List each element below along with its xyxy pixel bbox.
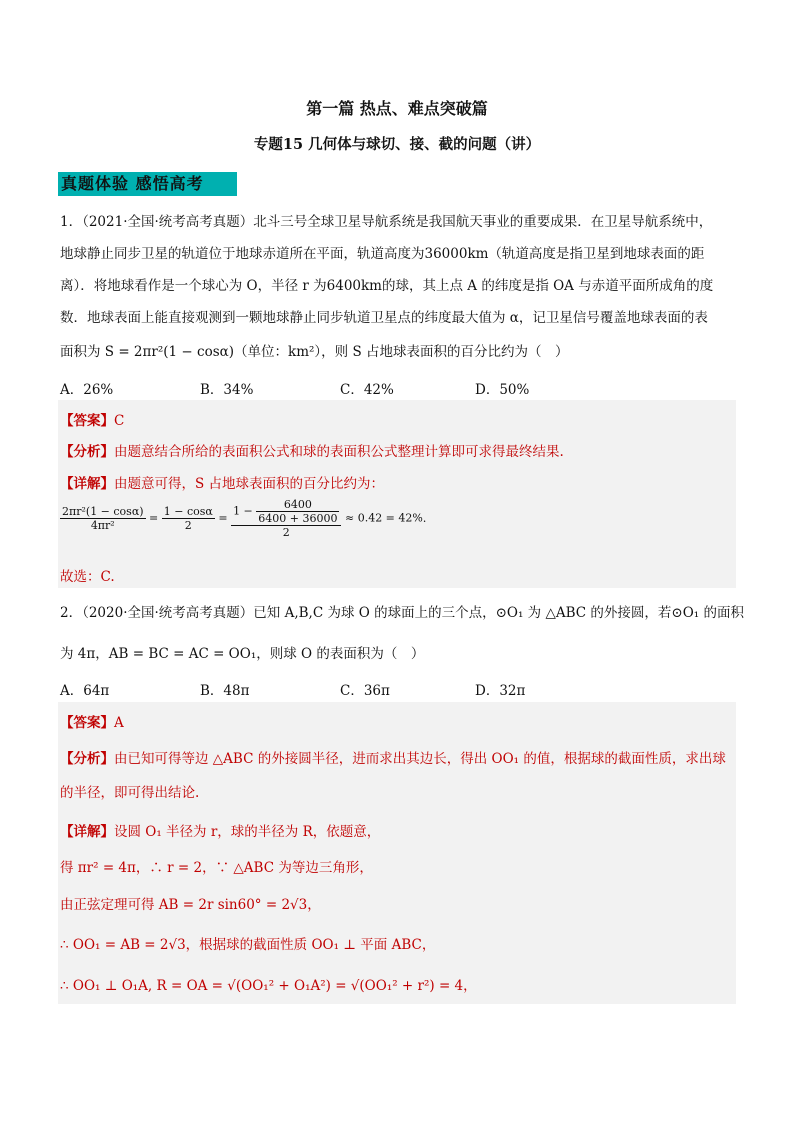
analysis-text: 由题意结合所给的表面积公式和球的表面积公式整理计算即可求得最终结果.	[114, 444, 564, 460]
answer-tag: 【答案】	[60, 413, 114, 429]
q1-line-3: 离）．将地球看作是一个球心为 O，半径 r 为6400km的球，其上点 A 的纬度是指 OA 与赤道平面所成角的度	[60, 278, 714, 294]
q1-options	[60, 378, 660, 396]
q1-line-5: 面积为 S = 2πr²(1 − cosα)（单位：km²），则 S 占地球表面积的百分比约为（ ）	[60, 344, 569, 360]
analysis-tag: 【分析】	[60, 444, 114, 460]
fraction-2-den: 2	[184, 519, 192, 532]
answer-value: C	[114, 413, 125, 429]
q2-option-a: A．64π	[60, 683, 110, 699]
q2-options	[60, 679, 660, 697]
inner-fraction-den: 6400 + 36000	[258, 512, 338, 525]
inner-fraction	[256, 498, 339, 525]
q2-option-d: D．32π	[475, 683, 526, 699]
q1-answer	[60, 409, 124, 429]
fraction-2	[162, 505, 215, 532]
q2-answer	[60, 711, 124, 731]
q1-line-4: 数．地球表面上能直接观测到一颗地球静止同步轨道卫星点的纬度最大值为 α，记卫星信号覆盖地球表面的表	[60, 310, 708, 326]
page-title: 第一篇 热点、难点突破篇	[306, 99, 488, 118]
q2-option-c: C．36π	[340, 683, 390, 699]
q1-solution-box	[58, 400, 736, 588]
equals-1: =	[149, 511, 159, 525]
answer-tag: 【答案】	[60, 715, 114, 731]
q1-formula	[60, 498, 434, 539]
fraction-3	[231, 498, 341, 539]
q1-analysis	[60, 440, 564, 460]
fraction-1-num: 2πr²(1 − cosα)	[62, 505, 144, 518]
q1-option-a: A．26%	[60, 382, 114, 398]
page-subtitle: 专题15 几何体与球切、接、截的问题（讲）	[253, 136, 541, 153]
q1-option-b: B．34%	[200, 382, 254, 398]
detail-tag: 【详解】	[60, 824, 114, 840]
q2-detail-2: 得 πr² = 4π，∴ r = 2，∵ △ABC 为等边三角形，	[60, 860, 373, 876]
q1-detail	[60, 472, 384, 492]
q1-option-c: C．42%	[340, 382, 394, 398]
q2-line-2: 为 4π，AB = BC = AC = OO₁，则球 O 的表面积为（ ）	[60, 646, 425, 662]
q2-option-b: B．48π	[200, 683, 250, 699]
detail-text: 设圆 O₁ 半径为 r，球的半径为 R，依题意，	[114, 824, 381, 840]
equals-2: =	[218, 511, 228, 525]
q2-detail-3: 由正弦定理可得 AB = 2r sin60° = 2√3，	[60, 897, 321, 913]
q1-conclusion: 故选：C.	[60, 569, 115, 585]
section-banner: 真题体验 感悟高考	[58, 172, 237, 196]
fraction-3-num	[231, 498, 341, 526]
detail-tag: 【详解】	[60, 476, 114, 492]
analysis-text: 由已知可得等边 △ABC 的外接圆半径，进而求出其边长，得出 OO₁ 的值，根据球的截面性质，求出球	[114, 751, 726, 767]
q1-option-d: D．50%	[475, 382, 530, 398]
q2-detail-4: ∴ OO₁ = AB = 2√3，根据球的截面性质 OO₁ ⊥ 平面 ABC，	[60, 937, 436, 953]
fraction-1	[60, 505, 146, 532]
fraction-2-num: 1 − cosα	[163, 505, 213, 518]
inner-fraction-num: 6400	[256, 498, 339, 512]
q2-detail-1	[60, 820, 380, 840]
answer-value: A	[114, 715, 124, 731]
q1-line-2: 地球静止同步卫星的轨道位于地球赤道所在平面，轨道高度为36000km（轨道高度是指卫星到地球表面的距	[60, 246, 705, 262]
analysis-tag: 【分析】	[60, 751, 114, 767]
q2-analysis-2: 的半径，即可得出结论.	[60, 785, 200, 801]
q2-analysis-1	[60, 747, 726, 767]
q2-line-1: 2．（2020·全国·统考高考真题）已知 A,B,C 为球 O 的球面上的三个点，⊙O₁ 为 △ABC 的外接圆，若⊙O₁ 的面积	[60, 605, 744, 621]
fraction-1-den: 4πr²	[90, 519, 115, 532]
fraction-3-one-minus: 1 −	[233, 504, 253, 518]
formula-result: ≈ 0.42 = 42%．	[344, 511, 434, 525]
fraction-3-den: 2	[282, 526, 290, 539]
q1-line-1: 1．（2021·全国·统考高考真题）北斗三号全球卫星导航系统是我国航天事业的重要成果．在卫星导航系统中，	[60, 214, 713, 230]
detail-text: 由题意可得，S 占地球表面积的百分比约为：	[114, 476, 385, 492]
q2-detail-5: ∴ OO₁ ⊥ O₁A, R = OA = √(OO₁² + O₁A²) = √(OO₁² + r²) = 4，	[60, 978, 477, 994]
